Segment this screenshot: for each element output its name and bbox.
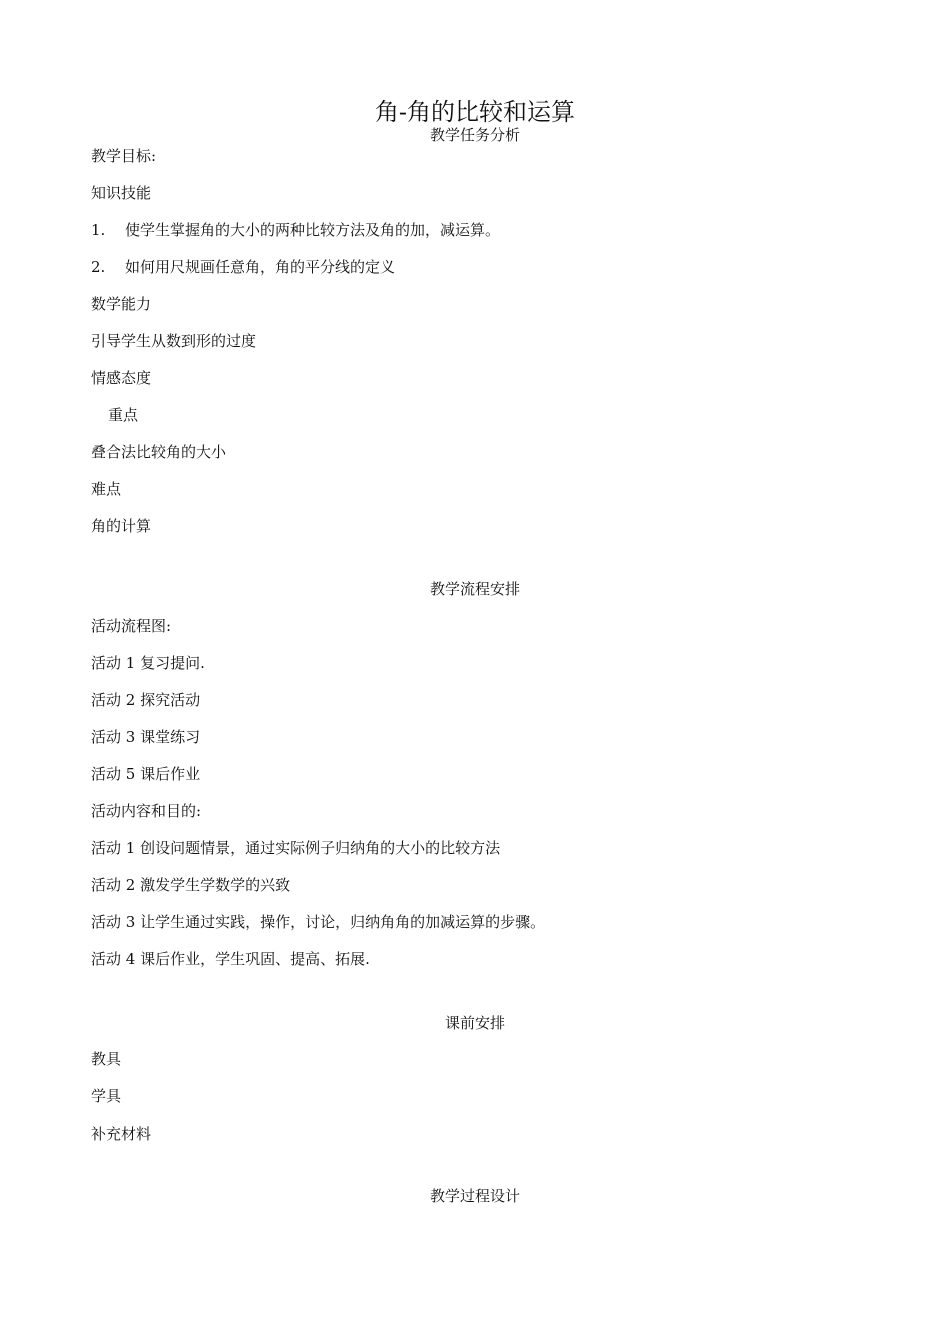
knowledge-heading: 知识技能 — [91, 184, 152, 202]
objectives-heading: 教学目标: — [91, 147, 157, 165]
objective-item-1-number: 1. — [91, 221, 106, 239]
page-title: 角-角的比较和运算 — [374, 98, 576, 126]
flow-heading: 教学流程安排 — [429, 580, 520, 598]
flow-content-3: 活动 3 让学生通过实践，操作，讨论，归纳角角的加减运算的步骤。 — [91, 913, 546, 931]
difficulty-heading: 难点 — [91, 480, 122, 498]
math-ability-heading: 数学能力 — [91, 295, 152, 313]
objective-item-2 — [91, 257, 395, 277]
difficulty-text: 角的计算 — [91, 517, 152, 535]
flow-content-2: 活动 2 激发学生学数学的兴致 — [91, 876, 291, 894]
preclass-heading: 课前安排 — [444, 1014, 505, 1032]
process-heading: 教学过程设计 — [429, 1187, 520, 1205]
objective-item-1 — [91, 220, 500, 240]
objective-item-1-text: 使学生掌握角的大小的两种比较方法及角的加，减运算。 — [125, 221, 501, 239]
flow-activity-1: 活动 1 复习提问. — [91, 654, 205, 672]
objective-item-2-number: 2. — [91, 258, 106, 276]
math-ability-text: 引导学生从数到形的过度 — [91, 332, 257, 350]
preclass-item-student-tools: 学具 — [91, 1087, 122, 1105]
flow-chart-label: 活动流程图: — [91, 617, 172, 635]
flow-activity-2: 活动 2 探究活动 — [91, 691, 201, 709]
flow-activity-5: 活动 5 课后作业 — [91, 765, 201, 783]
objective-item-2-text: 如何用尺规画任意角，角的平分线的定义 — [125, 258, 396, 276]
preclass-item-supplementary: 补充材料 — [91, 1125, 152, 1143]
preclass-item-teaching-aids: 教具 — [91, 1050, 122, 1068]
key-point-text: 叠合法比较角的大小 — [91, 443, 227, 461]
emotion-heading: 情感态度 — [91, 369, 152, 387]
flow-content-label: 活动内容和目的: — [91, 802, 202, 820]
page-subtitle: 教学任务分析 — [429, 126, 520, 144]
flow-content-4: 活动 4 课后作业，学生巩固、提高、拓展. — [91, 950, 370, 968]
flow-content-1: 活动 1 创设问题情景，通过实际例子归纳角的大小的比较方法 — [91, 839, 501, 857]
flow-activity-3: 活动 3 课堂练习 — [91, 728, 201, 746]
key-point-heading: 重点 — [108, 406, 139, 424]
